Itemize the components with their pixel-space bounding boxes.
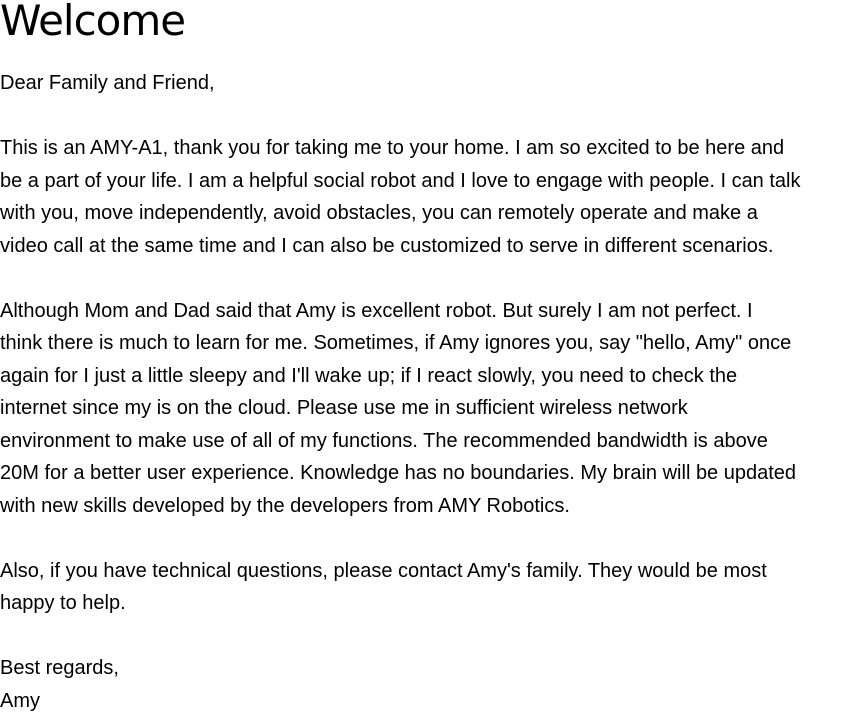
paragraph-spacer [0, 522, 864, 555]
support-paragraph: Also, if you have technical questions, please contact Amy's family. They would be most happy to help. [0, 555, 864, 620]
paragraph-spacer [0, 262, 864, 295]
paragraph-spacer [0, 100, 864, 133]
page-title: Welcome [0, 0, 185, 46]
paragraph-spacer [0, 620, 864, 653]
letter-body [0, 67, 864, 717]
signature: Amy [0, 685, 864, 717]
details-paragraph: Although Mom and Dad said that Amy is excellent robot. But surely I am not perfect. I think there is much to learn for me. Sometimes, if Amy ignores you, say "hello, Amy" once again for I just a little sleepy and I'll wake up; if I react slowly, you need to check the internet since my is on the cloud. Please use me in sufficient wireless network environment to make use of all of my functions. The recommended bandwidth is above 20M for a better user experience. Knowledge has no boundaries. My brain will be updated with new skills developed by the developers from AMY Robotics. [0, 295, 864, 523]
greeting-line: Dear Family and Friend, [0, 67, 864, 100]
intro-paragraph: This is an AMY-A1, thank you for taking me to your home. I am so excited to be here and be a part of your life. I am a helpful social robot and I love to engage with people. I can talk with you, move independently, avoid obstacles, you can remotely operate and make a video call at the same time and I can also be customized to serve in different scenarios. [0, 132, 864, 262]
closing-line: Best regards, [0, 652, 864, 685]
